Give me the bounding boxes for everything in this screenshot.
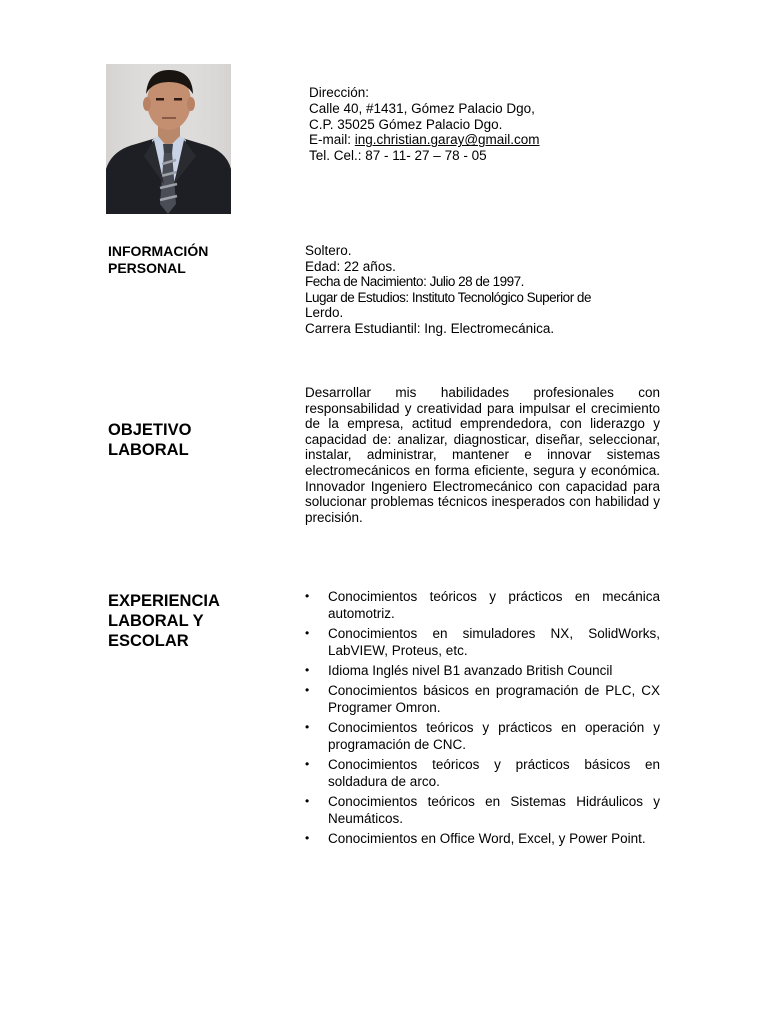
personal-heading-line-1: INFORMACIÓN [108, 243, 209, 259]
email-label: E-mail: [309, 132, 355, 148]
personal-heading-line-2: PERSONAL [108, 260, 186, 276]
address-line-1: Calle 40, #1431, Gómez Palacio Dgo, [309, 100, 535, 116]
profile-photo-illustration [106, 64, 231, 214]
age: Edad: 22 años. [305, 258, 396, 274]
study-place: Lugar de Estudios: Instituto Tecnológico Superior de [305, 289, 591, 305]
address-line-2: C.P. 35025 Gómez Palacio Dgo. [309, 116, 503, 132]
list-item: • Conocimientos teóricos y prácticos en operación y programación de CNC. [305, 720, 660, 752]
experience-heading-line-3: ESCOLAR [108, 632, 189, 650]
experience-heading-line-2: LABORAL Y [108, 612, 204, 630]
objective-heading [108, 420, 278, 460]
bullet-icon: • [305, 683, 310, 697]
experience-heading-line-1: EXPERIENCIA [108, 592, 220, 610]
list-item: • Idioma Inglés nivel B1 avanzado British Council [305, 663, 613, 678]
email-line [309, 132, 709, 148]
profile-photo [106, 64, 231, 214]
personal-info-details [305, 243, 665, 337]
objective-heading-line-1: OBJETIVO [108, 421, 192, 439]
birth-date: Fecha de Nacimiento: Julio 28 de 1997. [305, 274, 524, 290]
study-place-continued: Lerdo. [305, 305, 344, 321]
objective-heading-line-2: LABORAL [108, 441, 189, 459]
bullet-icon: • [305, 794, 310, 808]
address-label: Dirección: [309, 85, 370, 100]
list-item: • Conocimientos teóricos y prácticos en mecánica automotriz. [305, 589, 660, 621]
list-item: • Conocimientos en Office Word, Excel, y Power Point. [305, 831, 646, 846]
bullet-icon: • [305, 626, 310, 640]
email-link[interactable]: ing.christian.garay@gmail.com [354, 132, 540, 148]
list-item: • Conocimientos básicos en programación de PLC, CX Programer Omron. [305, 683, 660, 715]
bullet-icon: • [305, 720, 310, 734]
experience-heading [108, 591, 278, 651]
list-item: • Conocimientos teóricos en Sistemas Hidráulicos y Neumáticos. [305, 794, 660, 826]
bullet-icon: • [305, 589, 310, 603]
list-item: • Conocimientos en simuladores NX, SolidWorks, LabVIEW, Proteus, etc. [305, 626, 660, 658]
bullet-icon: • [305, 831, 310, 845]
personal-info-heading [108, 243, 268, 277]
bullet-icon: • [305, 663, 310, 677]
career: Carrera Estudiantil: Ing. Electromecánica. [305, 320, 555, 336]
marital-status: Soltero. [305, 243, 352, 258]
objective-text: Desarrollar mis habilidades profesionales con responsabilidad y creatividad para impulsar el crecimiento de la empresa, actitud emprendedora, con liderazgo y capacidad de: analizar, diagnosticar, diseñar, seleccionar, instalar, administrar, mantener e innovar sistemas electromecánicos en forma eficiente, segura y económica. Innovador Ingeniero Electromecánico con capacidad para solucionar problemas técnicos inesperados con habilidad y precisión. [305, 385, 660, 525]
list-item: • Conocimientos teóricos y prácticos básicos en soldadura de arco. [305, 757, 660, 789]
bullet-icon: • [305, 757, 310, 771]
phone-line: Tel. Cel.: 87 - 11- 27 – 78 - 05 [309, 148, 487, 164]
skills-list [305, 588, 660, 850]
contact-info [309, 85, 709, 164]
